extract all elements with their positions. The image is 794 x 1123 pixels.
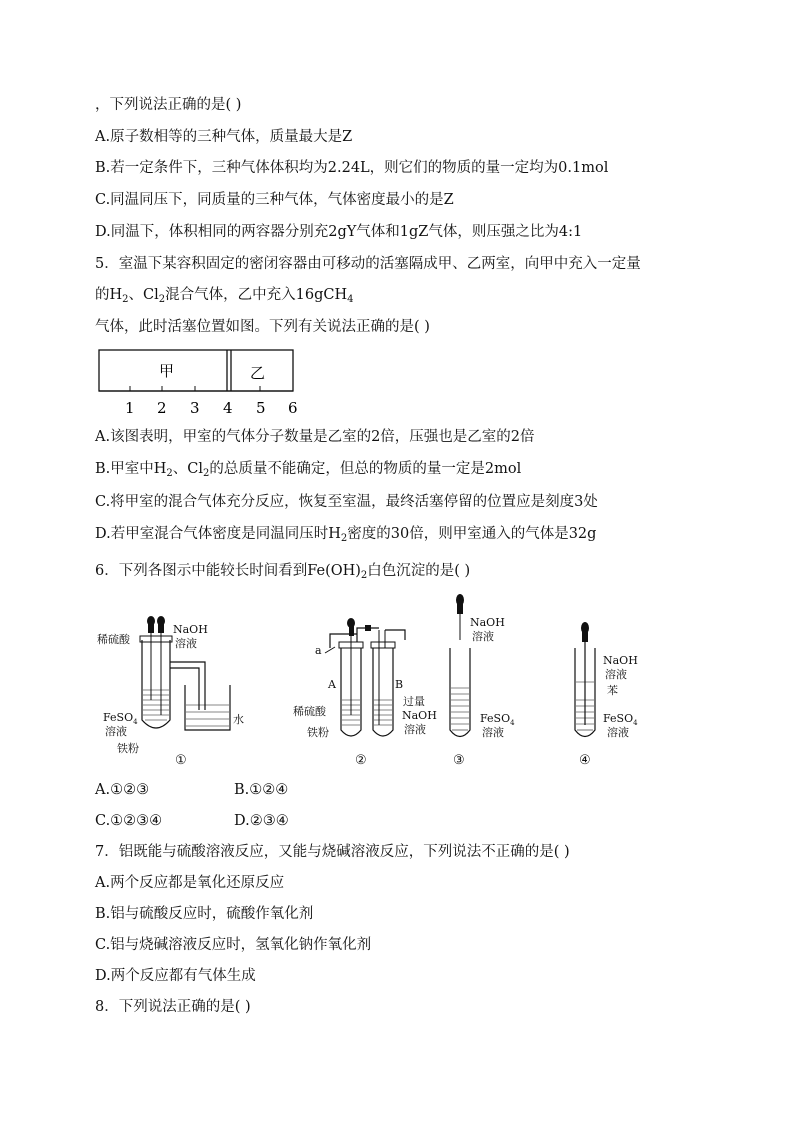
q5-stem-line2: 的$H_2$、$Cl_2$混合气体，乙中充入16gCH$_4$ <box>95 287 354 305</box>
q7-option-a: A.两个反应都是氧化还原反应 <box>95 875 285 891</box>
q5-stem-line3: 气体，此时活塞位置如图。下列有关说法正确的是( ) <box>95 319 430 335</box>
q7-option-b: B.铝与硫酸反应时，硫酸作氧化剂 <box>95 906 314 922</box>
q6-apparatus-figure <box>95 590 655 770</box>
q4-stem: ，下列说法正确的是( ) <box>95 97 242 113</box>
fig2-excess-label: 过量 <box>403 695 425 708</box>
fig2-acid-label: 稀硫酸 <box>293 705 326 718</box>
q4-option-a: A.原子数相等的三种气体，质量最大是Z <box>95 129 353 145</box>
fig2-number: ② <box>355 753 367 768</box>
fig3-feso4-solution-label: 溶液 <box>482 726 504 739</box>
q5-stem-line1: 5．室温下某容积固定的密闭容器由可移动的活塞隔成甲、乙两室，向甲中充入一定量 <box>95 256 641 272</box>
fig3-naoh-label: NaOH <box>470 616 505 629</box>
fig1-number: ① <box>175 753 187 768</box>
q4-option-c: C.同温同压下，同质量的三种气体，气体密度最小的是Z <box>95 192 454 208</box>
q6-option-a: A.①②③ <box>95 782 150 798</box>
q6-stem: 6．下列各图示中能较长时间看到$Fe(OH)_2$白色沉淀的是( ) <box>95 563 471 581</box>
fig4-feso4-label: FeSO$_4$ <box>603 712 638 727</box>
fig2-tube-b-label: B <box>395 678 404 691</box>
fig1-acid-label: 稀硫酸 <box>97 633 130 646</box>
fig1-water-label: 水 <box>233 713 244 726</box>
q5-option-d: D.若甲室混合气体密度是同温同压时$H_2$密度的30倍，则甲室通入的气体是32g <box>95 526 597 544</box>
fig4-naoh-label: NaOH <box>603 654 638 667</box>
chamber-yi-label: 乙 <box>250 364 266 382</box>
fig4-benzene-label: 苯 <box>607 684 618 697</box>
q6-option-b: B.①②④ <box>234 782 289 798</box>
fig2-iron-label: 铁粉 <box>307 726 329 739</box>
fig3-naoh-solution-label: 溶液 <box>472 630 494 643</box>
fig2-clamp-a-label: a <box>315 644 322 657</box>
fig4-number: ④ <box>579 753 591 768</box>
q7-stem: 7．铝既能与硫酸溶液反应，又能与烧碱溶液反应，下列说法不正确的是( ) <box>95 844 570 860</box>
figure-2-apparatus <box>293 618 437 768</box>
figure-4-apparatus <box>575 622 638 768</box>
figure-1-apparatus <box>97 616 244 768</box>
fig4-naoh-solution-label: 溶液 <box>605 668 627 681</box>
fig3-number: ③ <box>453 753 465 768</box>
tick-6: 6 <box>288 399 298 417</box>
tick-3: 3 <box>190 399 200 417</box>
fig1-naoh-label: NaOH <box>173 623 208 636</box>
q4-option-d: D.同温下，体积相同的两容器分别充2gY气体和1gZ气体，则压强之比为4:1 <box>95 224 583 240</box>
q7-option-c: C.铝与烧碱溶液反应时，氢氧化钠作氧化剂 <box>95 937 372 953</box>
fig1-feso4-label: FeSO$_4$ <box>103 711 138 726</box>
q8-stem: 8．下列说法正确的是( ) <box>95 999 251 1015</box>
q4-option-b: B.若一定条件下，三种气体体积均为2.24L，则它们的物质的量一定均为0.1mol <box>95 160 609 176</box>
fig2-naoh-solution-label: 溶液 <box>404 723 426 736</box>
fig4-feso4-solution-label: 溶液 <box>607 726 629 739</box>
fig2-tube-a-label: A <box>328 678 336 691</box>
fig2-naoh-label: NaOH <box>402 709 437 722</box>
q5-piston-figure <box>90 345 320 420</box>
figure-3-apparatus <box>450 594 515 768</box>
q6-option-d: D.②③④ <box>234 813 289 829</box>
q7-option-d: D.两个反应都有气体生成 <box>95 968 256 984</box>
tick-4: 4 <box>223 399 233 417</box>
q5-option-b: B.甲室中$H_2$、$Cl_2$的总质量不能确定，但总的物质的量一定是2mol <box>95 461 522 479</box>
fig1-iron-label: 铁粉 <box>117 742 139 755</box>
chamber-jia-label: 甲 <box>159 362 175 380</box>
fig1-naoh-solution-label: 溶液 <box>175 637 197 650</box>
tick-5: 5 <box>256 399 266 417</box>
tick-1: 1 <box>125 399 135 417</box>
q5-option-a: A.该图表明，甲室的气体分子数量是乙室的2倍，压强也是乙室的2倍 <box>95 429 535 445</box>
q5-option-c: C.将甲室的混合气体充分反应，恢复至室温，最终活塞停留的位置应是刻度3处 <box>95 494 598 510</box>
q6-option-c: C.①②③④ <box>95 813 163 829</box>
tick-2: 2 <box>157 399 167 417</box>
fig1-feso4-solution-label: 溶液 <box>105 725 127 738</box>
fig3-feso4-label: FeSO$_4$ <box>480 712 515 727</box>
